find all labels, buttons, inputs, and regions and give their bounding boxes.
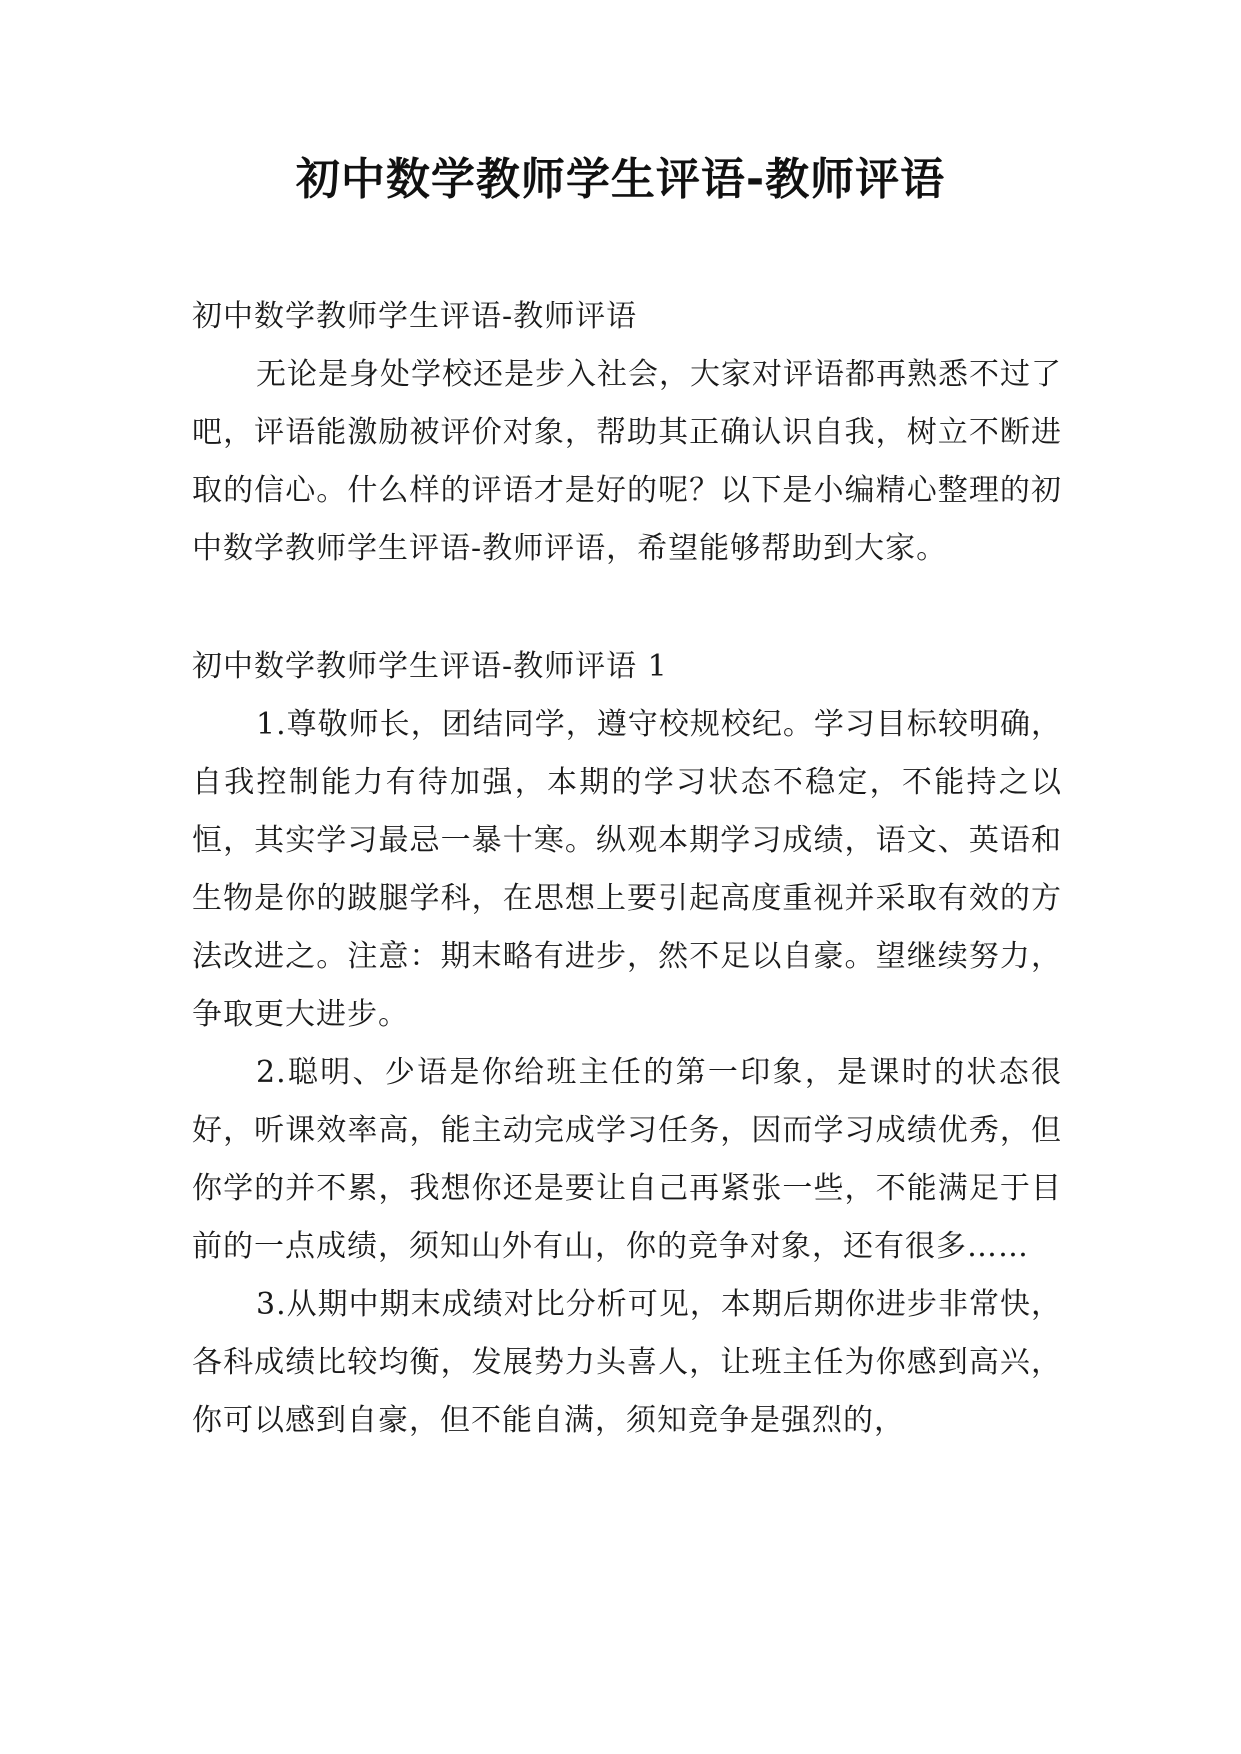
section-heading: 初中数学教师学生评语-教师评语 1 (192, 649, 668, 684)
document-body (192, 288, 1062, 1450)
intro-paragraph: 无论是身处学校还是步入社会，大家对评语都再熟悉不过了吧，评语能激励被评价对象，帮助其正确认识自我，树立不断进取的信心。什么样的评语才是好的呢？以下是小编精心整理的初中数学教师学生评语-教师评语，希望能够帮助到大家。 (192, 357, 1062, 566)
comment-item-3: 3.从期中期末成绩对比分析可见，本期后期你进步非常快，各科成绩比较均衡，发展势力头喜人，让班主任为你感到高兴，你可以感到自豪，但不能自满，须知竞争是强烈的， (192, 1287, 1062, 1438)
document-title: 初中数学教师学生评语-教师评语 (295, 154, 946, 205)
comment-item-2: 2.聪明、少语是你给班主任的第一印象，是课时的状态很好，听课效率高，能主动完成学习任务，因而学习成绩优秀，但你学的并不累，我想你还是要让自己再紧张一些，不能满足于目前的一点成绩，须知山外有山，你的竞争对象，还有很多…… (192, 1055, 1062, 1264)
comment-item-1: 1.尊敬师长，团结同学，遵守校规校纪。学习目标较明确，自我控制能力有待加强，本期的学习状态不稳定，不能持之以恒，其实学习最忌一暴十寒。纵观本期学习成绩，语文、英语和生物是你的跛腿学科，在思想上要引起高度重视并采取有效的方法改进之。注意：期末略有进步，然不足以自豪。望继续努力，争取更大进步。 (192, 707, 1062, 1032)
document-subtitle: 初中数学教师学生评语-教师评语 (192, 299, 638, 334)
paragraph-spacer (192, 578, 1062, 638)
